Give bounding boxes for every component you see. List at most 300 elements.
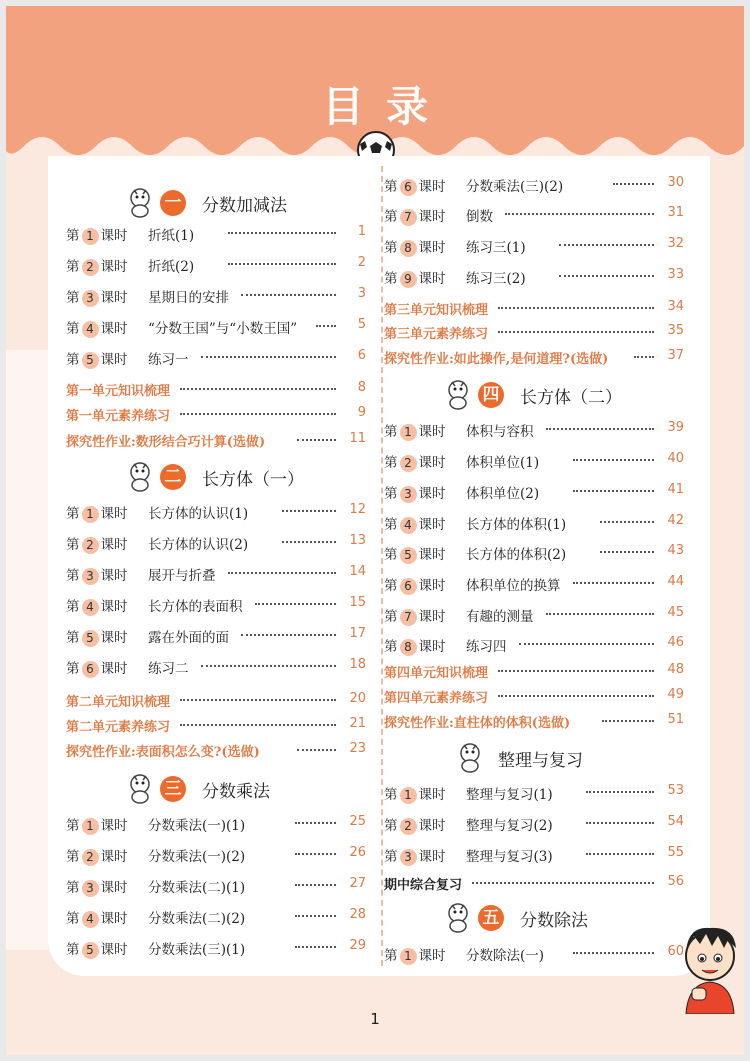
lesson-suffix: 课时 xyxy=(418,578,446,594)
page-ref: 18 xyxy=(349,657,366,672)
toc-lesson-row[interactable] xyxy=(384,204,684,226)
page-ref: 1 xyxy=(357,224,366,239)
dot-leader xyxy=(559,244,654,246)
document-page xyxy=(6,6,744,1055)
page-ref: 37 xyxy=(667,348,684,363)
toc-lesson-row[interactable] xyxy=(66,906,366,928)
page-ref: 14 xyxy=(349,564,366,579)
special-section-title: 第一单元素养练习 xyxy=(66,409,171,424)
page-ref: 56 xyxy=(667,874,684,889)
lesson-prefix: 第 xyxy=(384,578,398,594)
lesson-number xyxy=(384,267,446,288)
dot-leader xyxy=(586,791,654,793)
lesson-number-circle: 5 xyxy=(82,630,99,647)
lesson-number-circle: 5 xyxy=(400,547,417,564)
mascot-icon xyxy=(442,901,474,937)
page-ref: 49 xyxy=(667,687,684,702)
toc-special-row[interactable] xyxy=(66,740,366,762)
page-ref: 43 xyxy=(667,543,684,558)
special-section-title: 第四单元知识梳理 xyxy=(384,666,489,681)
lesson-suffix: 课时 xyxy=(100,228,128,244)
page-ref: 9 xyxy=(357,405,366,420)
dot-leader xyxy=(472,882,654,884)
dot-leader xyxy=(316,325,336,327)
lesson-number xyxy=(384,236,446,257)
lesson-number-circle: 8 xyxy=(400,639,417,656)
lesson-suffix: 课时 xyxy=(418,639,446,655)
lesson-title: 体积单位(2) xyxy=(466,486,540,502)
toc-lesson-row[interactable] xyxy=(66,594,366,616)
toc-lesson-row[interactable] xyxy=(384,782,684,804)
page-ref: 13 xyxy=(349,533,366,548)
lesson-number-circle: 3 xyxy=(82,290,99,307)
lesson-number xyxy=(384,513,446,534)
lesson-prefix: 第 xyxy=(384,517,398,533)
cartoon-boy-icon xyxy=(678,918,740,1014)
lesson-prefix: 第 xyxy=(66,630,80,646)
toc-lesson-row[interactable] xyxy=(384,481,684,503)
lesson-suffix: 课时 xyxy=(100,911,128,927)
lesson-number xyxy=(66,317,128,338)
mascot-icon xyxy=(124,186,156,222)
dot-leader xyxy=(228,572,337,574)
unit-title: 整理与复习 xyxy=(498,751,583,771)
lesson-number xyxy=(384,944,446,965)
lesson-number-circle: 1 xyxy=(82,506,99,523)
toc-lesson-row[interactable] xyxy=(66,844,366,866)
lesson-prefix: 第 xyxy=(66,818,80,834)
lesson-title: 分数乘法(一)(1) xyxy=(148,818,246,834)
lesson-number xyxy=(384,783,446,804)
dot-leader xyxy=(297,749,336,751)
dot-leader xyxy=(228,232,337,234)
lesson-number-circle: 4 xyxy=(82,321,99,338)
unit-title: 长方体（一） xyxy=(202,470,304,490)
dot-leader xyxy=(586,822,654,824)
lesson-number-circle: 8 xyxy=(400,240,417,257)
lesson-title: 整理与复习(3) xyxy=(466,849,553,865)
toc-lesson-row[interactable] xyxy=(384,235,684,257)
dot-leader xyxy=(295,884,336,886)
page-ref: 39 xyxy=(667,420,684,435)
lesson-number-circle: 6 xyxy=(82,661,99,678)
toc-special-row[interactable] xyxy=(384,686,684,708)
lesson-number xyxy=(384,543,446,564)
dot-leader xyxy=(241,294,336,296)
lesson-title: 倒数 xyxy=(466,209,493,225)
lesson-number xyxy=(66,876,128,897)
special-section-title: 第二单元知识梳理 xyxy=(66,695,171,710)
dot-leader xyxy=(282,541,337,543)
lesson-prefix: 第 xyxy=(66,321,80,337)
lesson-number-circle: 7 xyxy=(400,209,417,226)
lesson-title: 练习三(2) xyxy=(466,271,526,287)
toc-lesson-row[interactable] xyxy=(384,573,684,595)
lesson-title: 长方体的体积(1) xyxy=(466,517,567,533)
toc-card xyxy=(48,156,710,976)
lesson-title: 分数乘法(一)(2) xyxy=(148,849,246,865)
lesson-number xyxy=(384,482,446,503)
lesson-number xyxy=(66,626,128,647)
lesson-suffix: 课时 xyxy=(100,661,128,677)
dot-leader xyxy=(498,307,654,309)
unit-number-badge: 二 xyxy=(160,464,186,490)
toc-lesson-row[interactable] xyxy=(384,813,684,835)
unit-title: 长方体（二） xyxy=(520,388,622,408)
dot-leader xyxy=(201,665,337,667)
lesson-number-circle: 1 xyxy=(400,424,417,441)
lesson-title: 练习四 xyxy=(466,639,507,655)
toc-lesson-row[interactable] xyxy=(66,285,366,307)
dot-leader xyxy=(602,720,654,722)
dot-leader xyxy=(498,670,654,672)
lesson-number-circle: 2 xyxy=(400,455,417,472)
page-ref: 25 xyxy=(349,814,366,829)
dot-leader xyxy=(573,459,655,461)
lesson-suffix: 课时 xyxy=(418,849,446,865)
dot-leader xyxy=(295,822,336,824)
page-ref: 12 xyxy=(349,502,366,517)
page-ref: 33 xyxy=(667,267,684,282)
page-ref: 45 xyxy=(667,605,684,620)
lesson-title: “分数王国”与“小数王国” xyxy=(148,321,298,337)
dot-leader xyxy=(600,521,655,523)
lesson-title: 分数乘法(三)(1) xyxy=(148,942,246,958)
dot-leader xyxy=(180,724,336,726)
lesson-number xyxy=(384,420,446,441)
lesson-title: 体积单位(1) xyxy=(466,455,540,471)
page-ref: 60 xyxy=(667,944,684,959)
lesson-number-circle: 2 xyxy=(82,259,99,276)
lesson-suffix: 课时 xyxy=(418,424,446,440)
lesson-number xyxy=(384,451,446,472)
dot-leader xyxy=(498,695,654,697)
mascot-icon xyxy=(124,772,156,808)
lesson-number xyxy=(66,286,128,307)
toc-special-row[interactable] xyxy=(384,873,684,895)
lesson-prefix: 第 xyxy=(384,271,398,287)
toc-special-row[interactable] xyxy=(384,347,684,369)
lesson-prefix: 第 xyxy=(384,547,398,563)
dot-leader xyxy=(546,613,655,615)
lesson-title: 展开与折叠 xyxy=(148,568,216,584)
lesson-suffix: 课时 xyxy=(418,240,446,256)
lesson-number xyxy=(66,255,128,276)
toc-lesson-row[interactable] xyxy=(384,634,684,656)
lesson-number-circle: 1 xyxy=(400,787,417,804)
page-ref: 28 xyxy=(349,907,366,922)
lesson-number xyxy=(384,605,446,626)
lesson-number-circle: 1 xyxy=(400,948,417,965)
dot-leader xyxy=(586,853,654,855)
lesson-number xyxy=(66,845,128,866)
lesson-suffix: 课时 xyxy=(418,455,446,471)
lesson-title: 体积与容积 xyxy=(466,424,534,440)
lesson-prefix: 第 xyxy=(66,568,80,584)
lesson-prefix: 第 xyxy=(384,787,398,803)
toc-lesson-row[interactable] xyxy=(66,347,366,369)
lesson-prefix: 第 xyxy=(66,352,80,368)
toc-lesson-row[interactable] xyxy=(66,875,366,897)
page-ref: 54 xyxy=(667,814,684,829)
special-section-title: 第三单元知识梳理 xyxy=(384,303,489,318)
unit-number-badge: 四 xyxy=(478,382,504,408)
special-section-title: 探究性作业:直柱体的体积(选做) xyxy=(384,716,571,731)
lesson-suffix: 课时 xyxy=(100,352,128,368)
lesson-title: 分数除法(一) xyxy=(466,948,545,964)
lesson-suffix: 课时 xyxy=(418,547,446,563)
lesson-prefix: 第 xyxy=(66,506,80,522)
page-ref: 8 xyxy=(357,380,366,395)
mascot-icon xyxy=(442,378,474,414)
page-ref: 2 xyxy=(357,255,366,270)
dot-leader xyxy=(559,275,654,277)
lesson-title: 练习二 xyxy=(148,661,189,677)
lesson-number-circle: 4 xyxy=(400,517,417,534)
lesson-suffix: 课时 xyxy=(418,209,446,225)
page-ref: 53 xyxy=(667,783,684,798)
unit-title: 分数加减法 xyxy=(202,196,287,216)
toc-lesson-row[interactable] xyxy=(384,844,684,866)
lesson-prefix: 第 xyxy=(66,911,80,927)
toc-lesson-row[interactable] xyxy=(66,223,366,245)
toc-lesson-row[interactable] xyxy=(66,563,366,585)
dot-leader xyxy=(295,853,336,855)
lesson-number xyxy=(66,348,128,369)
toc-lesson-row[interactable] xyxy=(384,174,684,196)
lesson-number-circle: 7 xyxy=(400,609,417,626)
dot-leader xyxy=(241,634,336,636)
page-ref: 44 xyxy=(667,574,684,589)
toc-lesson-row[interactable] xyxy=(384,266,684,288)
lesson-number-circle: 2 xyxy=(400,818,417,835)
dot-leader xyxy=(180,413,336,415)
lesson-prefix: 第 xyxy=(384,240,398,256)
toc-special-row[interactable] xyxy=(384,298,684,320)
dot-leader xyxy=(573,582,655,584)
page-number: 1 xyxy=(370,1010,380,1028)
unit-title: 分数乘法 xyxy=(202,782,270,802)
lesson-number xyxy=(66,224,128,245)
lesson-suffix: 课时 xyxy=(100,942,128,958)
special-section-title: 第四单元素养练习 xyxy=(384,691,489,706)
lesson-number-circle: 3 xyxy=(400,486,417,503)
lesson-prefix: 第 xyxy=(384,486,398,502)
lesson-number-circle: 5 xyxy=(82,942,99,959)
lesson-title: 星期日的安排 xyxy=(148,290,229,306)
page-ref: 17 xyxy=(349,626,366,641)
toc-special-row[interactable] xyxy=(66,404,366,426)
page-ref: 3 xyxy=(357,286,366,301)
lesson-title: 长方体的表面积 xyxy=(148,599,243,615)
dot-leader xyxy=(295,946,336,948)
lesson-suffix: 课时 xyxy=(418,179,446,195)
page-ref: 23 xyxy=(349,741,366,756)
toc-lesson-row[interactable] xyxy=(384,512,684,534)
lesson-prefix: 第 xyxy=(384,818,398,834)
lesson-prefix: 第 xyxy=(66,290,80,306)
toc-special-row[interactable] xyxy=(384,661,684,683)
toc-lesson-row[interactable] xyxy=(384,419,684,441)
page-ref: 48 xyxy=(667,662,684,677)
toc-special-row[interactable] xyxy=(66,430,366,452)
lesson-number-circle: 3 xyxy=(82,568,99,585)
lesson-title: 分数乘法(二)(1) xyxy=(148,880,246,896)
lesson-number-circle: 3 xyxy=(400,849,417,866)
lesson-title: 折纸(1) xyxy=(148,228,195,244)
toc-lesson-row[interactable] xyxy=(66,937,366,959)
lesson-title: 折纸(2) xyxy=(148,259,195,275)
toc-special-row[interactable] xyxy=(66,690,366,712)
dot-leader xyxy=(282,510,337,512)
lesson-number xyxy=(384,205,446,226)
unit-number-badge: 一 xyxy=(160,190,186,216)
special-section-title: 探究性作业:数形结合巧计算(选做) xyxy=(66,435,266,450)
page-ref: 31 xyxy=(667,205,684,220)
lesson-title: 整理与复习(2) xyxy=(466,818,553,834)
unit-title: 分数除法 xyxy=(520,911,588,931)
toc-lesson-row[interactable] xyxy=(66,316,366,338)
lesson-suffix: 课时 xyxy=(100,321,128,337)
lesson-title: 练习三(1) xyxy=(466,240,526,256)
page-ref: 6 xyxy=(357,348,366,363)
lesson-number xyxy=(384,814,446,835)
dot-leader xyxy=(613,183,654,185)
dot-leader xyxy=(600,551,655,553)
special-section-title: 第二单元素养练习 xyxy=(66,720,171,735)
lesson-suffix: 课时 xyxy=(418,271,446,287)
page-ref: 29 xyxy=(349,938,366,953)
page-ref: 35 xyxy=(667,323,684,338)
dot-leader xyxy=(201,356,337,358)
toc-lesson-row[interactable] xyxy=(66,254,366,276)
special-section-title: 探究性作业:表面积怎么变?(选做) xyxy=(66,745,260,760)
unit-number-badge: 五 xyxy=(478,905,504,931)
lesson-suffix: 课时 xyxy=(418,818,446,834)
toc-lesson-row[interactable] xyxy=(384,542,684,564)
lesson-suffix: 课时 xyxy=(100,259,128,275)
page-ref: 21 xyxy=(349,716,366,731)
dot-leader xyxy=(180,388,336,390)
lesson-prefix: 第 xyxy=(66,942,80,958)
lesson-title: 露在外面的面 xyxy=(148,630,229,646)
lesson-number xyxy=(384,574,446,595)
lesson-title: 练习一 xyxy=(148,352,189,368)
lesson-number-circle: 9 xyxy=(400,271,417,288)
dot-leader xyxy=(546,428,655,430)
lesson-prefix: 第 xyxy=(384,639,398,655)
page-ref: 27 xyxy=(349,876,366,891)
lesson-suffix: 课时 xyxy=(100,880,128,896)
dot-leader xyxy=(519,643,655,645)
toc-lesson-row[interactable] xyxy=(66,625,366,647)
lesson-prefix: 第 xyxy=(384,948,398,964)
toc-lesson-row[interactable] xyxy=(66,656,366,678)
left-margin-strip xyxy=(6,350,48,950)
toc-lesson-row[interactable] xyxy=(66,813,366,835)
dot-leader xyxy=(295,915,336,917)
lesson-number xyxy=(66,595,128,616)
lesson-title: 有趣的测量 xyxy=(466,609,534,625)
lesson-prefix: 第 xyxy=(384,179,398,195)
lesson-number xyxy=(384,845,446,866)
lesson-suffix: 课时 xyxy=(100,568,128,584)
mascot-icon xyxy=(454,741,486,777)
lesson-prefix: 第 xyxy=(384,209,398,225)
toc-lesson-row[interactable] xyxy=(66,501,366,523)
lesson-number-circle: 3 xyxy=(82,880,99,897)
lesson-suffix: 课时 xyxy=(418,948,446,964)
lesson-suffix: 课时 xyxy=(100,818,128,834)
dot-leader xyxy=(573,490,655,492)
lesson-suffix: 课时 xyxy=(100,537,128,553)
toc-lesson-row[interactable] xyxy=(66,532,366,554)
lesson-number-circle: 6 xyxy=(400,179,417,196)
lesson-number-circle: 2 xyxy=(82,537,99,554)
dot-leader xyxy=(505,213,654,215)
lesson-number xyxy=(66,564,128,585)
toc-special-row[interactable] xyxy=(66,715,366,737)
dot-leader xyxy=(573,952,655,954)
toc-lesson-row[interactable] xyxy=(384,450,684,472)
lesson-suffix: 课时 xyxy=(418,517,446,533)
lesson-prefix: 第 xyxy=(66,537,80,553)
special-section-title: 探究性作业:如此操作,是何道理?(选做) xyxy=(384,352,609,367)
toc-lesson-row[interactable] xyxy=(384,604,684,626)
toc-special-row[interactable] xyxy=(384,322,684,344)
lesson-title: 长方体的体积(2) xyxy=(466,547,567,563)
column-divider xyxy=(381,166,383,966)
page-ref: 30 xyxy=(667,175,684,190)
page-ref: 15 xyxy=(349,595,366,610)
lesson-number xyxy=(384,635,446,656)
lesson-suffix: 课时 xyxy=(100,630,128,646)
lesson-suffix: 课时 xyxy=(100,290,128,306)
page-ref: 46 xyxy=(667,635,684,650)
lesson-suffix: 课时 xyxy=(100,506,128,522)
lesson-prefix: 第 xyxy=(66,259,80,275)
lesson-suffix: 课时 xyxy=(418,787,446,803)
page-title: 目录 xyxy=(321,82,450,131)
lesson-number-circle: 4 xyxy=(82,911,99,928)
lesson-number xyxy=(66,814,128,835)
lesson-title: 体积单位的换算 xyxy=(466,578,561,594)
unit-number-badge: 三 xyxy=(160,776,186,802)
lesson-suffix: 课时 xyxy=(100,599,128,615)
lesson-prefix: 第 xyxy=(384,849,398,865)
lesson-number-circle: 4 xyxy=(82,599,99,616)
toc-special-row[interactable] xyxy=(66,379,366,401)
page-ref: 42 xyxy=(667,513,684,528)
page-ref: 5 xyxy=(357,317,366,332)
lesson-number-circle: 1 xyxy=(82,228,99,245)
lesson-title: 分数乘法(三)(2) xyxy=(466,179,564,195)
toc-special-row[interactable] xyxy=(384,711,684,733)
lesson-title: 整理与复习(1) xyxy=(466,787,553,803)
lesson-suffix: 课时 xyxy=(418,486,446,502)
toc-lesson-row[interactable] xyxy=(384,943,684,965)
lesson-number-circle: 5 xyxy=(82,352,99,369)
lesson-prefix: 第 xyxy=(66,661,80,677)
lesson-prefix: 第 xyxy=(66,849,80,865)
special-section-title: 第三单元素养练习 xyxy=(384,327,489,342)
dot-leader xyxy=(228,263,337,265)
page-ref: 32 xyxy=(667,236,684,251)
special-section-title: 第一单元知识梳理 xyxy=(66,384,171,399)
lesson-title: 分数乘法(二)(2) xyxy=(148,911,246,927)
page-ref: 34 xyxy=(667,299,684,314)
lesson-prefix: 第 xyxy=(384,455,398,471)
